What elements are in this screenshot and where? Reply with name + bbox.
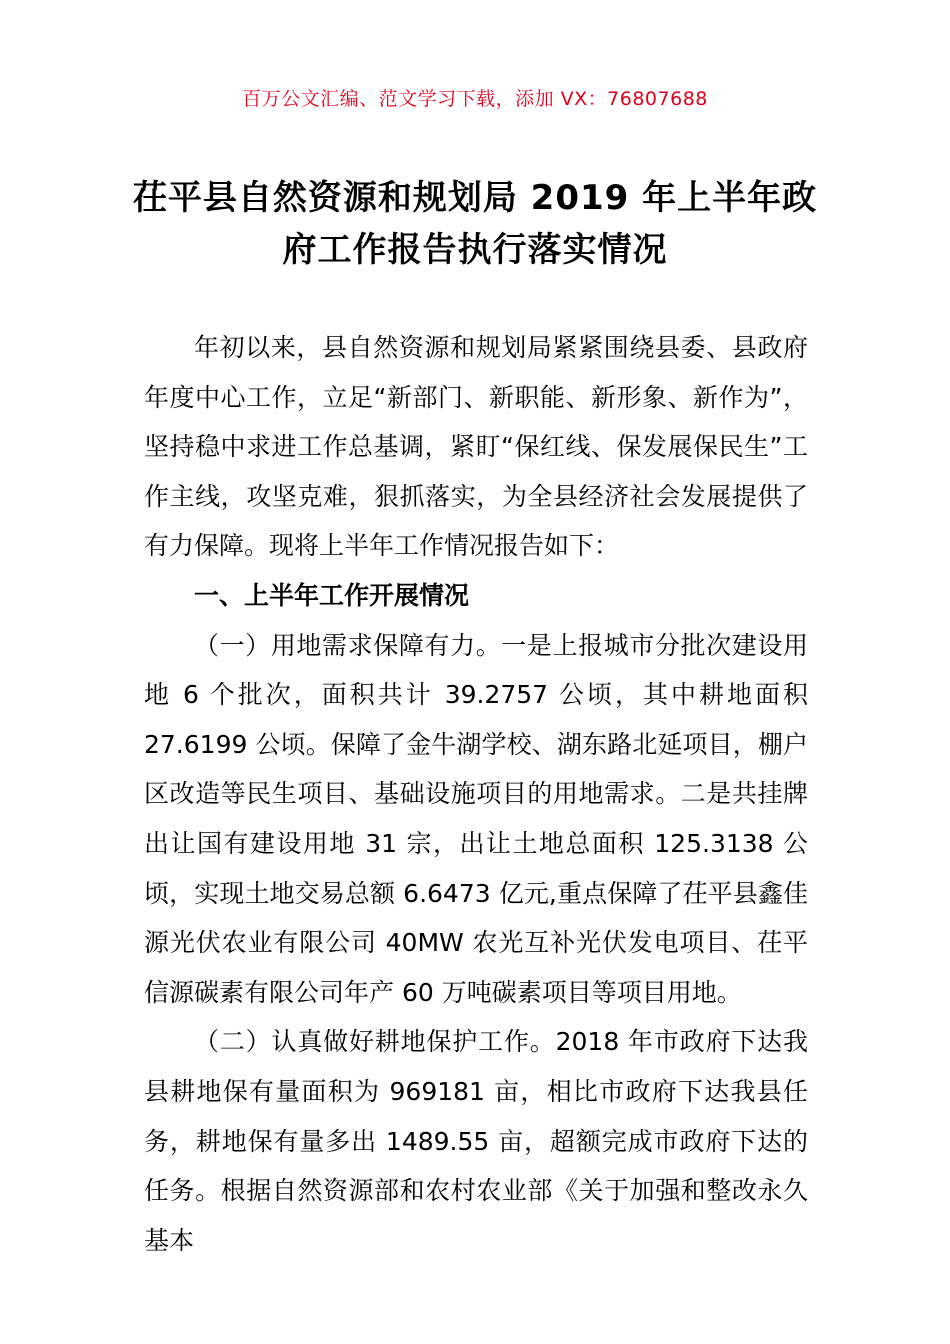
header-watermark-note: 百万公文汇编、范文学习下载，添加 VX：76807688 (242, 88, 708, 110)
paragraph-item-1: （一）用地需求保障有力。一是上报城市分批次建设用地 6 个批次，面积共计 39.2757 公顷，其中耕地面积 27.6199 公顷。保障了金牛湖学校、湖东路北延项目，棚户区改造等民生项目、基础设施项目的用地需求。二是共挂牌出让国有建设用地 31 宗，出让土地总面积 125.3138 公顷，实现土地交易总额 6.6473 亿元,重点保障了茌平县鑫佳源光伏农业有限公司 40MW 农光互补光伏发电项目、茌平信源碳素有限公司年产 60 万吨碳素项目等项目用地。 (144, 630, 808, 1007)
document-title (120, 172, 830, 276)
section-heading: 一、上半年工作开展情况 (194, 580, 470, 610)
title-line-2: 府工作报告执行落实情况 (282, 230, 668, 270)
title-line-1: 茌平县自然资源和规划局 2019 年上半年政 (132, 178, 818, 218)
document-body (144, 323, 808, 1265)
paragraph-item-2: （二）认真做好耕地保护工作。2018 年市政府下达我县耕地保有量面积为 969181 亩，相比市政府下达我县任务，耕地保有量多出 1489.55 亩，超额完成市政府下达的任务。根据自然资源部和农村农业部《关于加强和整改永久基本 (144, 1027, 808, 1255)
intro-paragraph: 年初以来，县自然资源和规划局紧紧围绕县委、县政府年度中心工作，立足“新部门、新职能、新形象、新作为”，坚持稳中求进工作总基调，紧盯“保红线、保发展保民生”工作主线，攻坚克难，狠抓落实，为全县经济社会发展提供了有力保障。现将上半年工作情况报告如下： (144, 333, 808, 561)
